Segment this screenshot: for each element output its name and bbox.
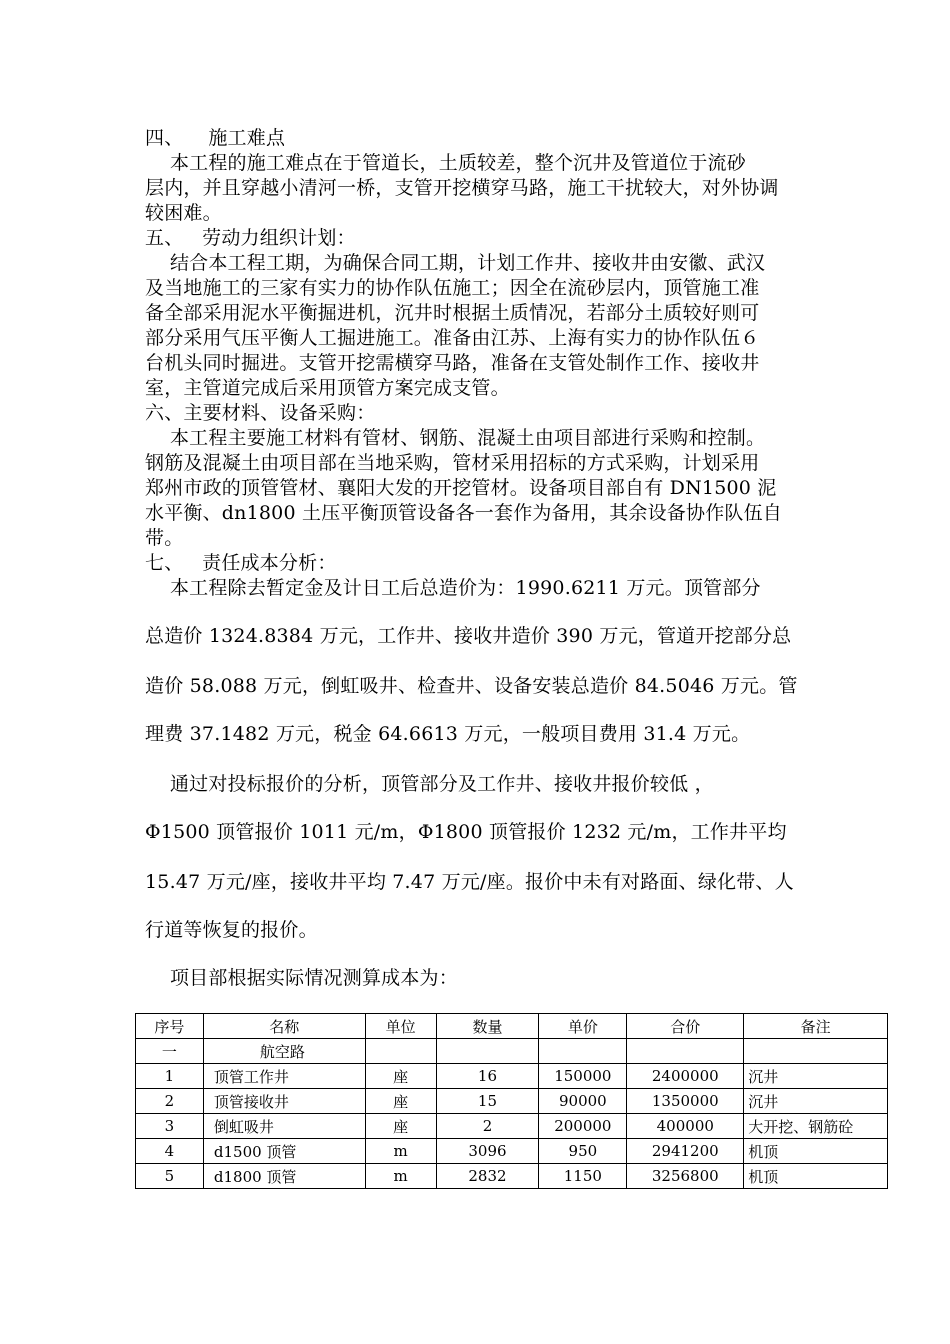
table-cell: 150000	[539, 1064, 627, 1089]
header-cell: 备注	[744, 1014, 888, 1039]
paragraph-line: 层内，并且穿越小清河一桥，支管开挖横穿马路，施工干扰较大，对外协调	[145, 177, 779, 199]
table-cell: 4	[136, 1139, 204, 1164]
heading-section-6: 六、主要材料、设备采购：	[145, 402, 376, 424]
table-cell: 航空路	[203, 1039, 365, 1064]
table-cell: m	[365, 1139, 436, 1164]
table-cell: 沉井	[744, 1064, 888, 1089]
table-cell: 顶管接收井	[203, 1089, 365, 1114]
table-cell: 座	[365, 1064, 436, 1089]
heading-section-7: 七、 责任成本分析：	[145, 552, 337, 574]
table-cell: 顶管工作井	[203, 1064, 365, 1089]
paragraph-line: 带。	[145, 527, 184, 549]
paragraph-line: 15.47 万元/座，接收井平均 7.47 万元/座。报价中未有对路面、绿化带、人	[145, 871, 794, 893]
header-cell: 名称	[203, 1014, 365, 1039]
paragraph-line: 通过对投标报价的分析，顶管部分及工作井、接收井报价较低 ，	[145, 773, 714, 795]
table-cell: 200000	[539, 1114, 627, 1139]
table-cell: 1	[136, 1064, 204, 1089]
table-cell: 3	[136, 1114, 204, 1139]
table-cell	[744, 1039, 888, 1064]
table-cell: 2	[136, 1089, 204, 1114]
table-row	[136, 1139, 888, 1164]
paragraph-line: 结合本工程工期，为确保合同工期，计划工作井、接收井由安徽、武汉	[145, 252, 766, 274]
table-cell: 座	[365, 1089, 436, 1114]
paragraph-line: 较困难。	[145, 202, 222, 224]
table-cell: 座	[365, 1114, 436, 1139]
table-cell	[436, 1039, 539, 1064]
table-row	[136, 1039, 888, 1064]
paragraph-line: 项目部根据实际情况测算成本为：	[145, 967, 458, 989]
header-cell: 单位	[365, 1014, 436, 1039]
cost-table	[135, 1013, 888, 1189]
header-cell: 数量	[436, 1014, 539, 1039]
paragraph-line: 理费 37.1482 万元，税金 64.6613 万元，一般项目费用 31.4 万元。	[145, 723, 751, 745]
paragraph-line: 本工程的施工难点在于管道长，土质较差，整个沉井及管道位于流砂	[145, 152, 746, 174]
paragraph-line: 钢筋及混凝土由项目部在当地采购，管材采用招标的方式采购，计划采用	[145, 452, 760, 474]
table-cell: 机顶	[744, 1139, 888, 1164]
paragraph-line: 及当地施工的三家有实力的协作队伍施工；因全在流砂层内，顶管施工准	[145, 277, 760, 299]
table-cell: 5	[136, 1164, 204, 1189]
paragraph-line: 备全部采用泥水平衡掘进机，沉井时根据土质情况，若部分土质较好则可	[145, 302, 760, 324]
paragraph-line: 室，主管道完成后采用顶管方案完成支管。	[145, 377, 510, 399]
table-cell: 2832	[436, 1164, 539, 1189]
table-row	[136, 1064, 888, 1089]
header-cell: 单价	[539, 1014, 627, 1039]
table-cell: m	[365, 1164, 436, 1189]
paragraph-line: 本工程主要施工材料有管材、钢筋、混凝土由项目部进行采购和控制。	[145, 427, 766, 449]
paragraph-line: Φ1500 顶管报价 1011 元/m，Φ1800 顶管报价 1232 元/m，工作井平均	[145, 821, 787, 843]
table-cell: 90000	[539, 1089, 627, 1114]
table-header-row	[136, 1014, 888, 1039]
paragraph-line: 本工程除去暂定金及计日工后总造价为：1990.6211 万元。顶管部分	[145, 577, 761, 599]
paragraph-line: 总造价 1324.8384 万元，工作井、接收井造价 390 万元，管道开挖部分总	[145, 625, 792, 647]
table-cell: 沉井	[744, 1089, 888, 1114]
paragraph-line: 部分采用气压平衡人工掘进施工。准备由江苏、上海有实力的协作队伍６	[145, 327, 760, 349]
table-cell: 2400000	[627, 1064, 744, 1089]
table-cell	[539, 1039, 627, 1064]
table-cell: 950	[539, 1139, 627, 1164]
table-cell: 1150	[539, 1164, 627, 1189]
table-cell: 一	[136, 1039, 204, 1064]
table-cell: 3256800	[627, 1164, 744, 1189]
paragraph-line: 行道等恢复的报价。	[145, 919, 318, 941]
table-cell: 倒虹吸井	[203, 1114, 365, 1139]
table-cell: 1350000	[627, 1089, 744, 1114]
table-cell: 2	[436, 1114, 539, 1139]
table-cell: 3096	[436, 1139, 539, 1164]
table-cell	[365, 1039, 436, 1064]
paragraph-line: 造价 58.088 万元，倒虹吸井、检查井、设备安装总造价 84.5046 万元。管	[145, 675, 798, 697]
table-row	[136, 1164, 888, 1189]
table-cell: 16	[436, 1064, 539, 1089]
table-cell	[627, 1039, 744, 1064]
heading-section-4: 四、 施工难点	[145, 127, 286, 149]
paragraph-line: 水平衡、dn1800 土压平衡顶管设备各一套作为备用，其余设备协作队伍自	[145, 502, 782, 524]
table-cell: 大开挖、钢筋砼	[744, 1114, 888, 1139]
table-row	[136, 1089, 888, 1114]
table-cell: 400000	[627, 1114, 744, 1139]
table-cell: 机顶	[744, 1164, 888, 1189]
heading-section-5: 五、 劳动力组织计划：	[145, 227, 356, 249]
table-cell: 15	[436, 1089, 539, 1114]
table-cell: d1500 顶管	[203, 1139, 365, 1164]
table-cell: d1800 顶管	[203, 1164, 365, 1189]
table-cell: 2941200	[627, 1139, 744, 1164]
table-row	[136, 1114, 888, 1139]
paragraph-line: 郑州市政的顶管管材、襄阳大发的开挖管材。设备项目部自有 DN1500 泥	[145, 477, 777, 499]
paragraph-line: 台机头同时掘进。支管开挖需横穿马路，准备在支管处制作工作、接收井	[145, 352, 760, 374]
header-cell: 合价	[627, 1014, 744, 1039]
header-cell: 序号	[136, 1014, 204, 1039]
